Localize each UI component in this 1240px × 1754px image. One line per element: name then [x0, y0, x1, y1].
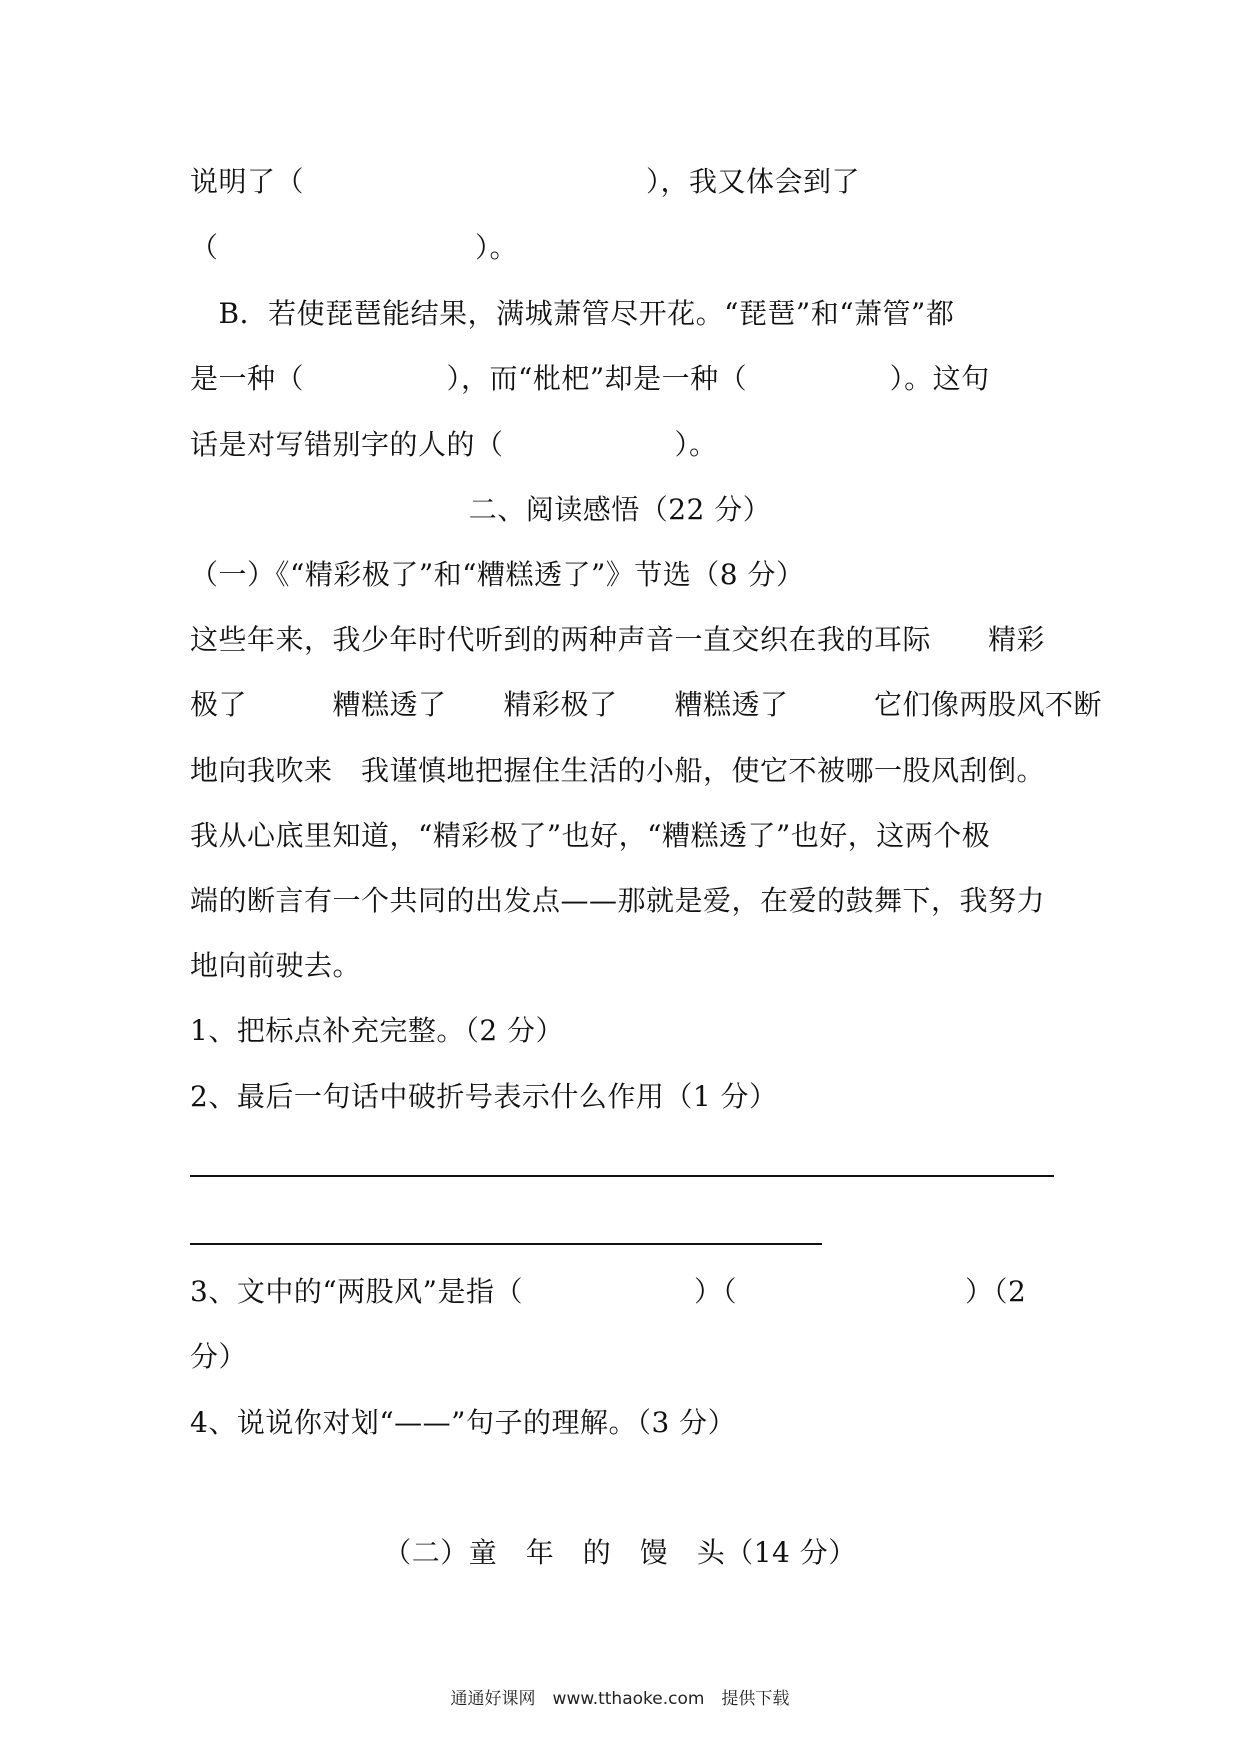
text-line: 是一种（ ），而“枇杷”却是一种（ ）。这句: [190, 362, 990, 395]
question-1: 1、把标点补充完整。（2 分）: [190, 1014, 565, 1047]
question-3-cont: 分）: [190, 1340, 248, 1373]
text-line: B．若使琵琶能结果，满城萧管尽开花。“琵琶”和“萧管”都: [190, 297, 955, 330]
passage-line: 地向我吹来 我谨慎地把握住生活的小船，使它不被哪一股风刮倒。: [190, 754, 1046, 787]
question-4: 4、说说你对划“——”句子的理解。（3 分）: [190, 1406, 737, 1439]
subsection-title: （二）童 年 的 馒 头（14 分）: [383, 1536, 857, 1569]
text-line: （ ）。: [190, 231, 519, 264]
passage-line: 这些年来，我少年时代听到的两种声音一直交织在我的耳际 精彩: [190, 623, 1046, 656]
section-title: 二、阅读感悟（22 分）: [468, 493, 772, 526]
question-2: 2、最后一句话中破折号表示什么作用（1 分）: [190, 1080, 778, 1113]
passage-line: 地向前驶去。: [190, 949, 362, 982]
passage-line: 我从心底里知道，“精彩极了”也好，“糟糕透了”也好，这两个极: [190, 819, 991, 852]
answer-line[interactable]: [190, 1243, 822, 1245]
passage-line: 极了 糟糕透了 精彩极了 糟糕透了 它们像两股风不断: [190, 688, 1103, 721]
passage-title: （一）《“精彩极了”和“糟糕透了”》节选（8 分）: [190, 558, 805, 591]
text-line: 说明了（ ），我又体会到了: [190, 165, 861, 198]
answer-line[interactable]: [190, 1175, 1054, 1177]
passage-line: 端的断言有一个共同的出发点——那就是爱，在爱的鼓舞下，我努力: [190, 884, 1046, 917]
question-3: 3、文中的“两股风”是指（ ）（ ）（2: [190, 1275, 1027, 1308]
footer: 通通好课网 www.tthaoke.com 提供下载: [450, 1689, 790, 1709]
text-line: 话是对写错别字的人的（ ）。: [190, 428, 718, 461]
